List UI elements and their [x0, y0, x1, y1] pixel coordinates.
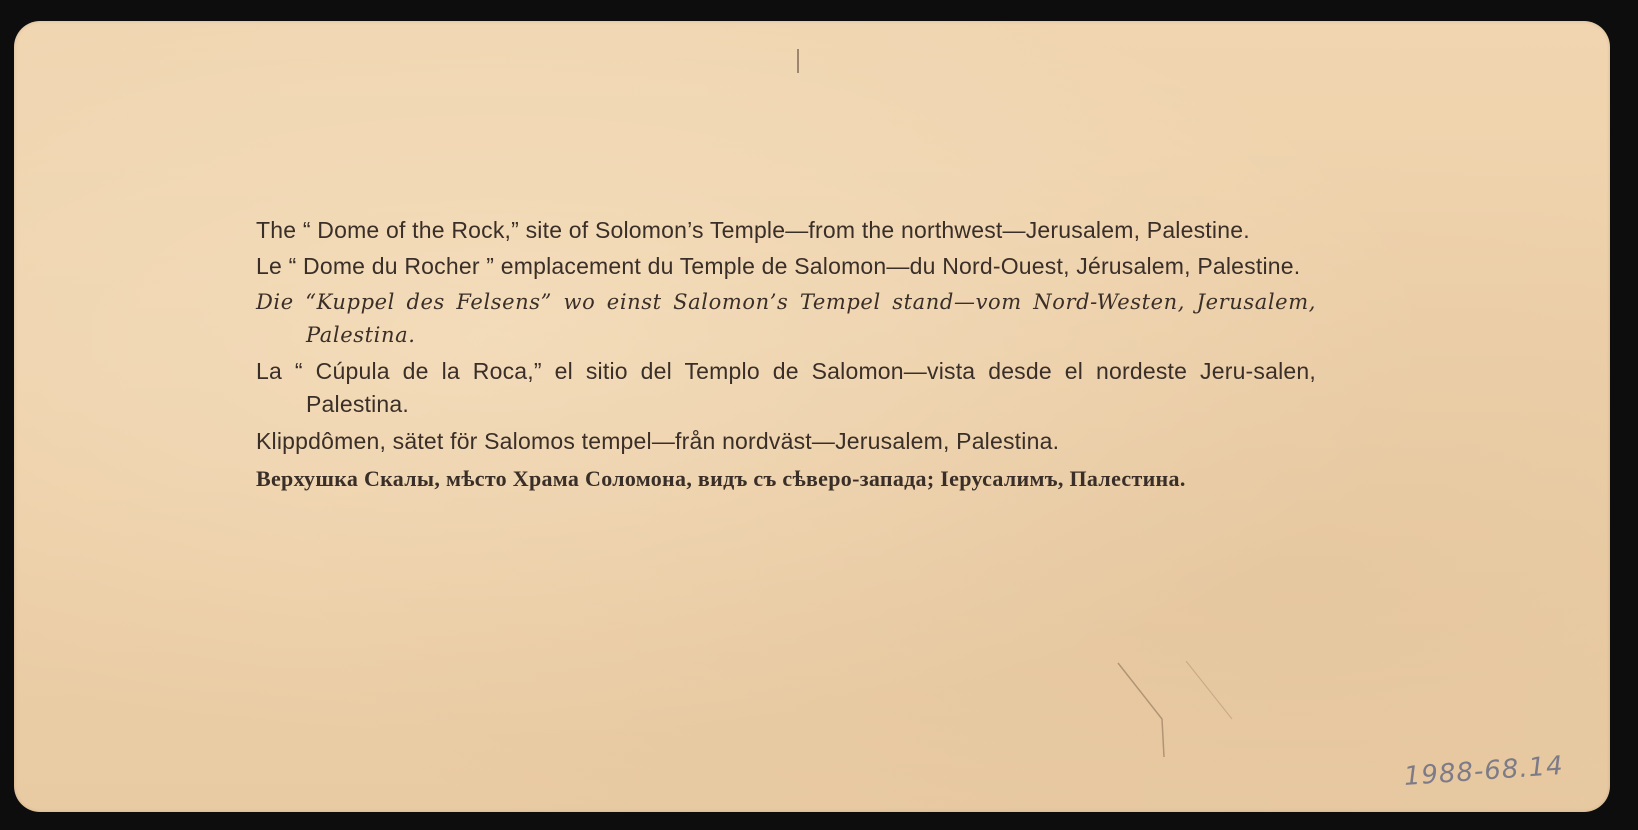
caption-german: Die “Kuppel des Felsens” wo einst Salomon’s Tempel stand—vom Nord-Westen, Jerusalem, Palestina.	[256, 290, 1316, 347]
accession-number: 1988-68.14	[1402, 750, 1565, 792]
pin-mark	[797, 49, 799, 73]
caption-spanish: La “ Cúpula de la Roca,” el sitio del Templo de Salomon—vista desde el nordeste Jeru-salen, Palestina.	[256, 358, 1316, 417]
caption-swedish: Klippdômen, sätet för Salomos tempel—från nordväst—Jerusalem, Palestina.	[256, 428, 1060, 454]
surface-scratches	[1114, 661, 1254, 761]
caption-english: The “ Dome of the Rock,” site of Solomon’s Temple—from the northwest—Jerusalem, Palestine.	[256, 217, 1250, 243]
caption-french: Le “ Dome du Rocher ” emplacement du Temple de Salomon—du Nord-Ouest, Jérusalem, Palestine.	[256, 253, 1301, 279]
caption-block	[256, 214, 1316, 498]
caption-russian: Верхушка Скалы, мѣсто Храма Соломона, видъ съ сѣверо-запада; Іерусалимъ, Палестина.	[256, 466, 1186, 491]
